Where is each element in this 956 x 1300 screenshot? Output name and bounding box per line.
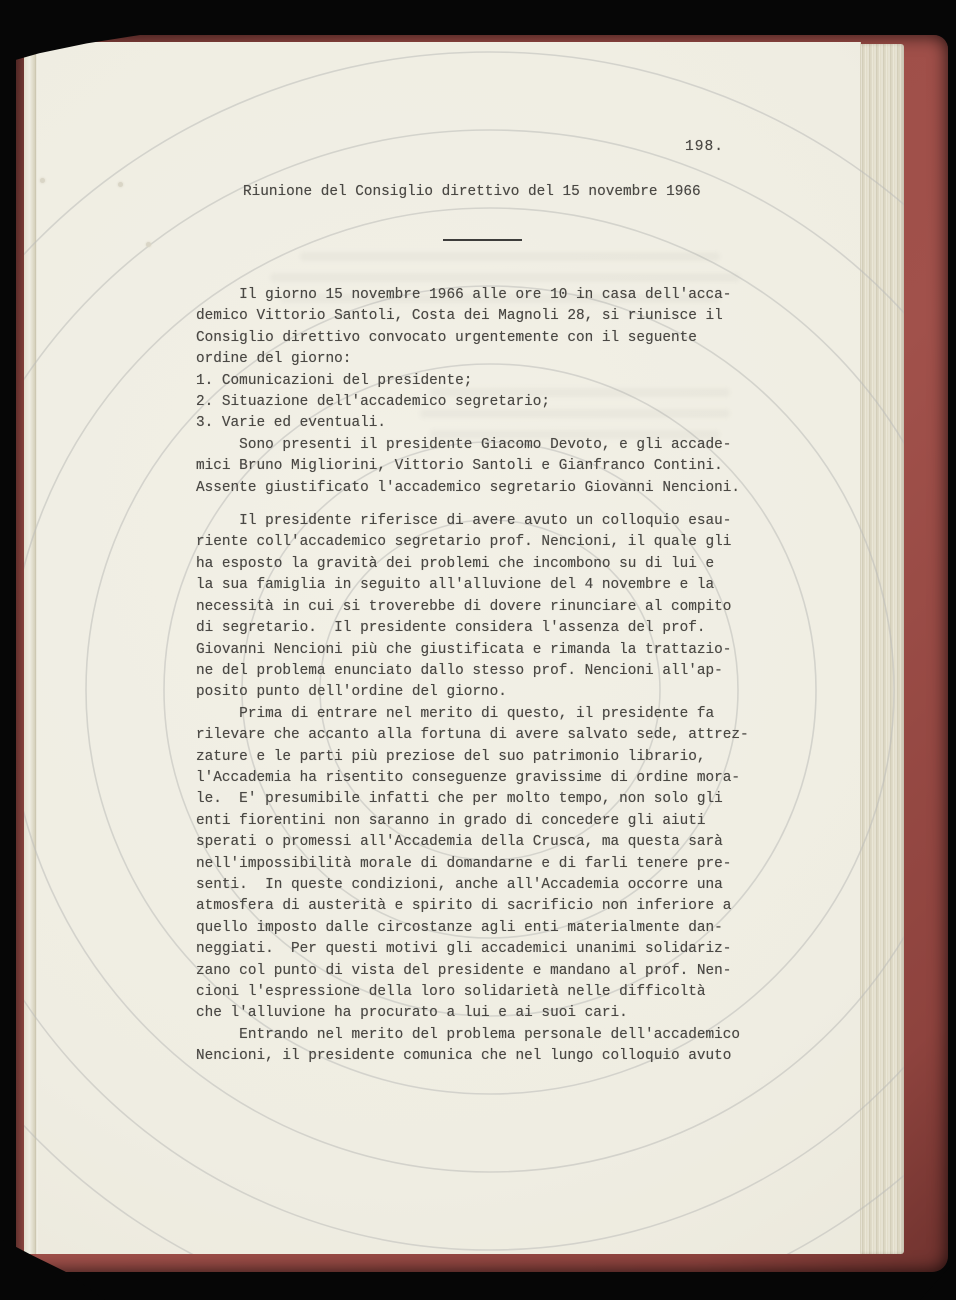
- text-line: zano col punto di vista del presidente e mandano al prof. Nen-: [196, 962, 732, 979]
- text-line: zature e le parti più preziose del suo patrimonio librario,: [196, 748, 706, 765]
- text-line: necessità in cui si troverebbe di dovere rinunciare al compito: [196, 598, 732, 615]
- text-line: Assente giustificato l'accademico segretario Giovanni Nencioni.: [196, 479, 741, 496]
- text-line: Nencioni, il presidente comunica che nel lungo colloquio avuto: [196, 1048, 732, 1065]
- text-line: mici Bruno Migliorini, Vittorio Santoli e Gianfranco Contini.: [196, 458, 723, 475]
- text-line: nell'impossibilità morale di domandarne e di farli tenere pre-: [196, 855, 732, 872]
- document-body: [196, 285, 749, 1068]
- page-stack-edge: [856, 44, 904, 1254]
- text-line: Sono presenti il presidente Giacomo Devoto, e gli accade-: [196, 436, 732, 453]
- text-line: atmosfera di austerità e spirito di sacrificio non inferiore a: [196, 898, 732, 915]
- text-line: 2. Situazione dell'accademico segretario;: [196, 394, 551, 411]
- dust-speck: [118, 182, 123, 187]
- text-line: riente coll'accademico segretario prof. Nencioni, il quale gli: [196, 534, 732, 551]
- text-line: demico Vittorio Santoli, Costa dei Magnoli 28, si riunisce il: [196, 308, 723, 325]
- text-line: che l'alluvione ha procurato a lui e ai suoi cari.: [196, 1005, 628, 1022]
- text-line: ha esposto la gravità dei problemi che incombono su di lui e: [196, 555, 715, 572]
- title-rule: [443, 239, 522, 241]
- dust-speck: [40, 178, 45, 183]
- text-line: sperati o promessi all'Accademia della Crusca, ma questa sarà: [196, 834, 723, 851]
- text-line: Il presidente riferisce di avere avuto un colloquio esau-: [196, 513, 732, 530]
- text-line: senti. In queste condizioni, anche all'Accademia occorre una: [196, 876, 723, 893]
- document-title: Riunione del Consiglio direttivo del 15 novembre 1966: [243, 184, 701, 200]
- text-line: Consiglio direttivo convocato urgentemente con il seguente: [196, 329, 697, 346]
- text-line: di segretario. Il presidente considera l'assenza del prof.: [196, 620, 706, 637]
- dust-speck: [146, 242, 151, 247]
- paragraph-gap: [196, 499, 749, 511]
- text-line: la sua famiglia in seguito all'alluvione del 4 novembre e la: [196, 577, 715, 594]
- text-line: cioni l'espressione della loro solidarietà nelle difficoltà: [196, 984, 706, 1000]
- gutter-crease: [24, 42, 38, 1254]
- page-number: 198.: [685, 139, 725, 155]
- text-line: 3. Varie ed eventuali.: [196, 415, 386, 432]
- text-line: posito punto dell'ordine del giorno.: [196, 684, 507, 701]
- text-line: Giovanni Nencioni più che giustificata e rimanda la trattazio-: [196, 641, 732, 658]
- text-line: Entrando nel merito del problema personale dell'accademico: [196, 1026, 741, 1043]
- text-line: neggiati. Per questi motivi gli accademici unanimi solidariz-: [196, 941, 732, 958]
- text-line: 1. Comunicazioni del presidente;: [196, 372, 473, 389]
- text-line: le. E' presumibile infatti che per molto tempo, non solo gli: [196, 791, 723, 808]
- text-line: quello imposto dalle circostanze agli enti materialmente dan-: [196, 919, 723, 936]
- text-line: enti fiorentini non saranno in grado di concedere gli aiuti: [196, 812, 706, 829]
- text-line: l'Accademia ha risentito conseguenze gravissime di ordine mora-: [196, 769, 741, 786]
- text-line: ordine del giorno:: [196, 351, 352, 368]
- text-line: Il giorno 15 novembre 1966 alle ore 10 in casa dell'acca-: [196, 287, 732, 303]
- text-line: rilevare che accanto alla fortuna di avere salvato sede, attrez-: [196, 727, 749, 744]
- text-line: Prima di entrare nel merito di questo, il presidente fa: [196, 705, 715, 722]
- text-line: ne del problema enunciato dallo stesso prof. Nencioni all'ap-: [196, 662, 723, 679]
